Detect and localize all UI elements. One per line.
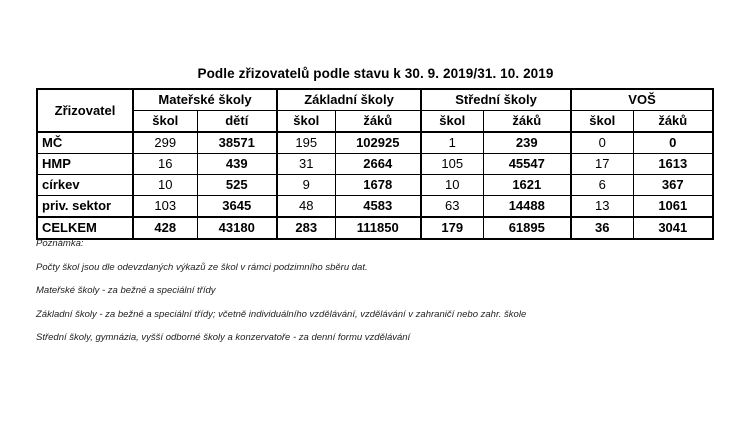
table-total-row — [37, 217, 713, 239]
table-cell: 525 — [197, 175, 277, 196]
row-label: církev — [37, 175, 133, 196]
table-cell: 3645 — [197, 196, 277, 218]
table-cell: 1678 — [335, 175, 421, 196]
subheader-kindergartens-children: dětí — [197, 111, 277, 133]
note-heading: Poznámka: — [36, 238, 84, 249]
group-header-primary-schools: Základní školy — [277, 89, 421, 111]
table-cell: 3041 — [633, 217, 713, 239]
table-cell: 43180 — [197, 217, 277, 239]
table-cell: 48 — [277, 196, 335, 218]
group-header-kindergartens: Mateřské školy — [133, 89, 277, 111]
table-cell: 61895 — [483, 217, 571, 239]
table-cell: 6 — [571, 175, 633, 196]
table-cell: 102925 — [335, 132, 421, 154]
table-cell: 111850 — [335, 217, 421, 239]
table-cell: 367 — [633, 175, 713, 196]
table-cell: 1613 — [633, 154, 713, 175]
notes-section — [36, 238, 716, 356]
group-header-secondary-schools: Střední školy — [421, 89, 571, 111]
subheader-primary-schools: škol — [277, 111, 335, 133]
subheader-vos-schools: škol — [571, 111, 633, 133]
table-cell: 1621 — [483, 175, 571, 196]
note-line: Základní školy - za bežné a speciální třídy; včetně individuálního vzdělávání, vzdělávání v zahraničí nebo zahr. škole — [36, 308, 527, 320]
table-row — [37, 154, 713, 175]
table-cell: 36 — [571, 217, 633, 239]
table-cell: 1 — [421, 132, 483, 154]
table-cell: 16 — [133, 154, 197, 175]
table-subheader-row — [37, 111, 713, 133]
table-cell: 63 — [421, 196, 483, 218]
subheader-kindergartens-schools: škol — [133, 111, 197, 133]
subheader-primary-pupils: žáků — [335, 111, 421, 133]
table-cell: 283 — [277, 217, 335, 239]
table-header-row — [37, 89, 713, 111]
note-line: Počty škol jsou dle odevzdaných výkazů ze škol v rámci podzimního sběru dat. — [36, 261, 368, 273]
table-cell: 10 — [133, 175, 197, 196]
table-cell: 105 — [421, 154, 483, 175]
row-label: MČ — [37, 132, 133, 154]
table-row — [37, 196, 713, 218]
row-label: HMP — [37, 154, 133, 175]
table-cell: 2664 — [335, 154, 421, 175]
table-cell: 45547 — [483, 154, 571, 175]
table-cell: 299 — [133, 132, 197, 154]
table-cell: 1061 — [633, 196, 713, 218]
table-cell: 239 — [483, 132, 571, 154]
table-cell: 14488 — [483, 196, 571, 218]
table-cell: 31 — [277, 154, 335, 175]
subheader-secondary-pupils: žáků — [483, 111, 571, 133]
table-cell: 4583 — [335, 196, 421, 218]
subheader-vos-pupils: žáků — [633, 111, 713, 133]
table-row — [37, 132, 713, 154]
table-cell: 103 — [133, 196, 197, 218]
table-cell: 0 — [571, 132, 633, 154]
table-cell: 13 — [571, 196, 633, 218]
table-cell: 439 — [197, 154, 277, 175]
row-label: priv. sektor — [37, 196, 133, 218]
group-header-vos: VOŠ — [571, 89, 713, 111]
table-cell: 0 — [633, 132, 713, 154]
table-cell: 179 — [421, 217, 483, 239]
table-cell: 10 — [421, 175, 483, 196]
owner-column-header: Zřizovatel — [37, 89, 133, 132]
schools-by-owner-table — [36, 88, 714, 240]
note-line: Střední školy, gymnázia, vyšší odborné školy a konzervatoře - za denní formu vzdělávání — [36, 332, 411, 343]
document-title: Podle zřizovatelů podle stavu k 30. 9. 2019/31. 10. 2019 — [197, 66, 554, 81]
table-cell: 195 — [277, 132, 335, 154]
table-cell: 9 — [277, 175, 335, 196]
note-line: Mateřské školy - za bežné a speciální třídy — [36, 285, 216, 296]
subheader-secondary-schools: škol — [421, 111, 483, 133]
row-label: CELKEM — [37, 217, 133, 239]
table-cell: 428 — [133, 217, 197, 239]
table-cell: 38571 — [197, 132, 277, 154]
table-row — [37, 175, 713, 196]
table-cell: 17 — [571, 154, 633, 175]
